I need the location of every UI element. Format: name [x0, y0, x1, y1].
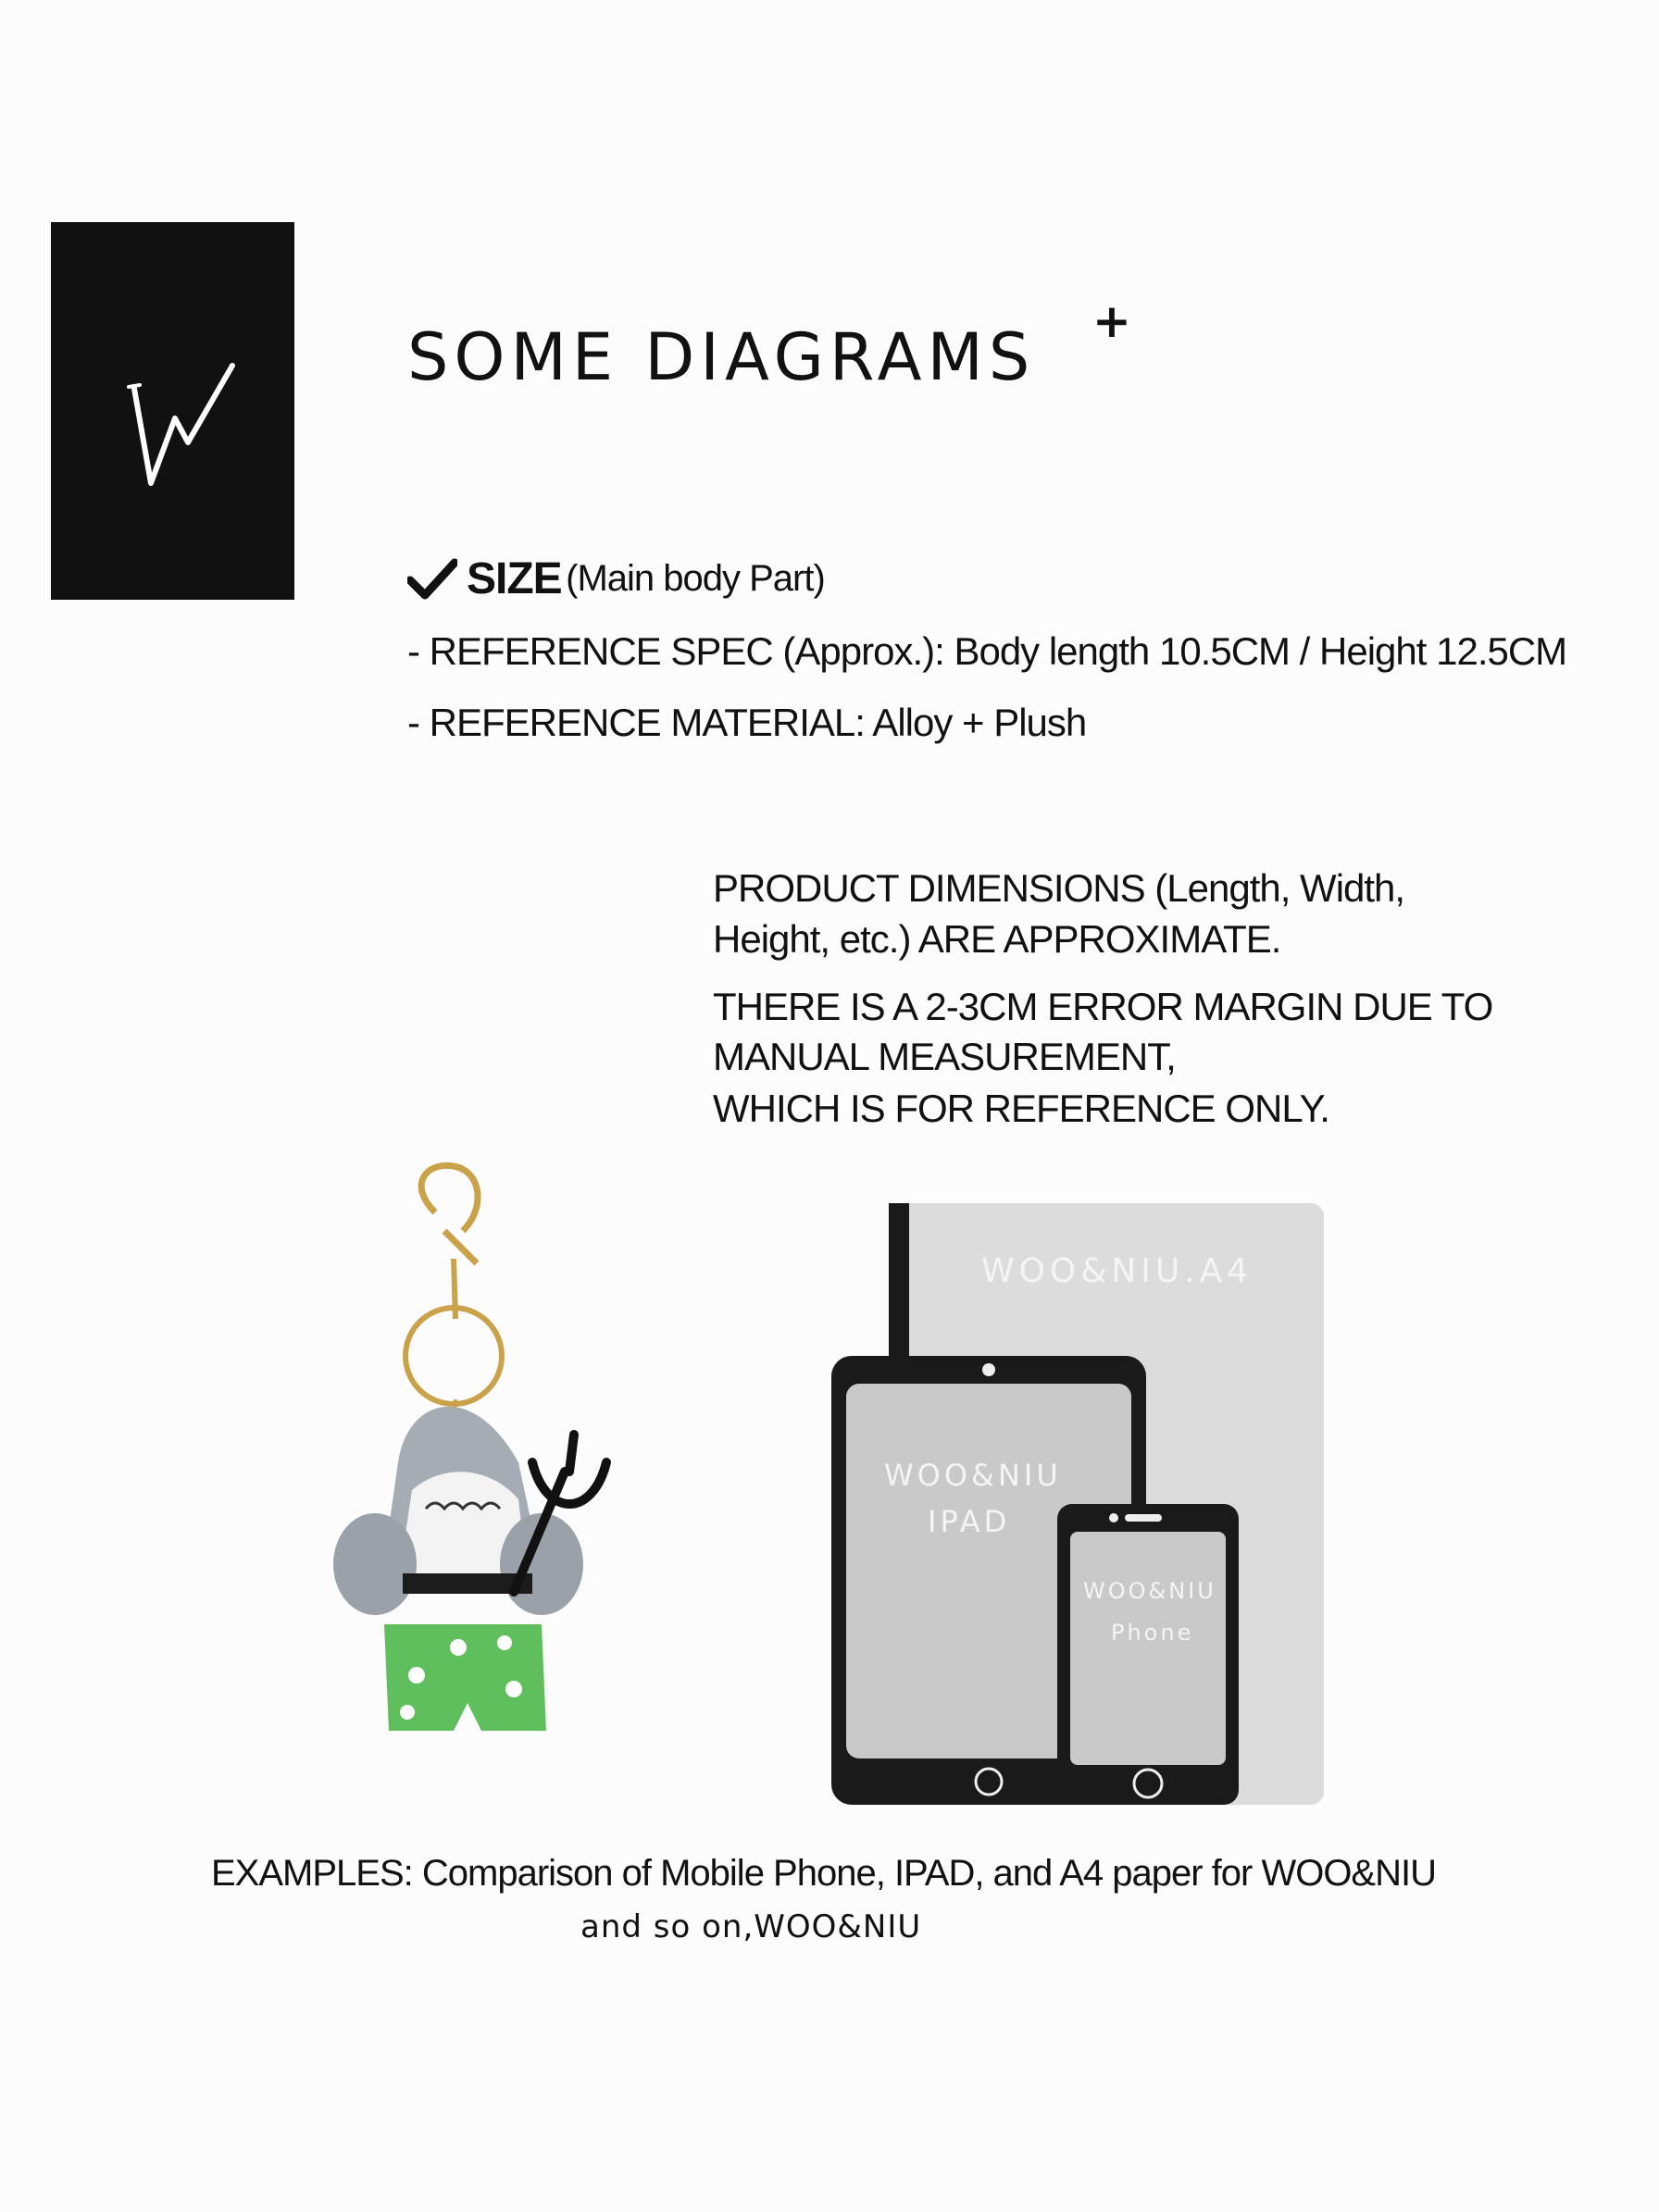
size-heading — [407, 553, 825, 604]
page-title: SOME DIAGRAMS — [407, 319, 1036, 395]
brand-mark-icon — [51, 222, 294, 600]
ipad-type-label: IPAD — [928, 1504, 1011, 1539]
comparison-subcaption: and so on,WOO&NIU — [580, 1908, 922, 1945]
size-label: SIZE — [467, 554, 562, 603]
size-comparison-diagram — [815, 1194, 1333, 1814]
ipad-label: WOO&NIU — [884, 1458, 1062, 1493]
comparison-caption: EXAMPLES: Comparison of Mobile Phone, IPAD, and A4 paper for WOO&NIU — [211, 1853, 1436, 1894]
brand-logo — [51, 222, 294, 600]
check-icon — [407, 558, 457, 601]
dimensions-note-line-2: Height, etc.) ARE APPROXIMATE. — [713, 917, 1281, 961]
phone-type-label: Phone — [1111, 1620, 1194, 1646]
reference-spec: - REFERENCE SPEC (Approx.): Body length 10.5CM / Height 12.5CM — [407, 629, 1567, 673]
error-note-line-2: MANUAL MEASUREMENT, — [713, 1035, 1176, 1078]
dimensions-note-line-1: PRODUCT DIMENSIONS (Length, Width, — [713, 866, 1405, 910]
shark-plush-keychain-image — [296, 1157, 648, 1814]
error-note-line-3: WHICH IS FOR REFERENCE ONLY. — [713, 1087, 1329, 1130]
keychain-clasp-icon — [405, 1165, 502, 1435]
size-sublabel: (Main body Part) — [566, 558, 825, 599]
title-plus: + — [1092, 294, 1131, 348]
a4-label: WOO&NIU.A4 — [981, 1252, 1254, 1290]
reference-material: - REFERENCE MATERIAL: Alloy + Plush — [407, 701, 1087, 744]
phone-label: WOO&NIU — [1083, 1578, 1216, 1604]
error-note-line-1: THERE IS A 2-3CM ERROR MARGIN DUE TO — [713, 985, 1493, 1028]
